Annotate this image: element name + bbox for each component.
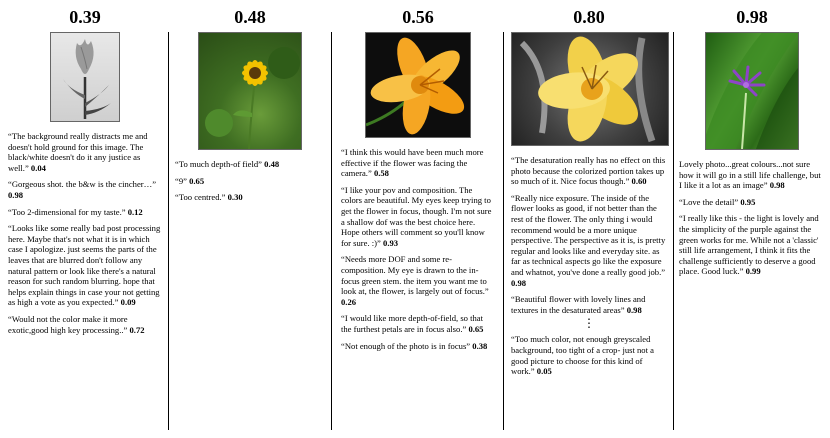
- comments-list: [341, 147, 495, 351]
- comment: “Looks like some really bad post processing here. Maybe that's not what it is in which case I apologize. just seems the parts of the leaves that are blurred don't follow any natural pattern or look like there's a natural reason for such random blurring. hope that helps explain things in case your not getting as high a vote as you expected.” 0.09: [8, 223, 161, 308]
- column-divider: [168, 32, 169, 430]
- aesthetic-score: 0.98: [736, 7, 768, 27]
- comment: “To much depth-of field” 0.48: [175, 159, 280, 169]
- comment: “I like your pov and composition. The colors are beautiful. My eyes keep trying to get the flower in focus, though. I'm not sure a shallow dof was the best choice here. Hope others will comment so you'll know for sure. :)” 0.93: [341, 184, 492, 248]
- example-column-2: [175, 6, 325, 432]
- comment: “Really nice exposure. The inside of the flower looks as good, if not better than the rest of the flower. The only thing i would recommend would be a more unique perspective. The perspective as it is, is pretty regular and looks like and everyday site. as far as technical aspects go like the exposure and whatnot, you've done a really good job.” 0.98: [511, 192, 666, 288]
- aesthetic-score: 0.56: [402, 7, 434, 27]
- comment: “Too 2-dimensional for my taste.” 0.12: [8, 206, 143, 217]
- example-column-4: [511, 6, 667, 432]
- aesthetic-score: 0.48: [234, 7, 266, 27]
- comment: “The desaturation really has no effect on this photo because the colorized portion takes up so much of it. Nice focus though.” 0.60: [511, 155, 666, 187]
- example-column-5: [679, 6, 825, 432]
- comment: “I really like this - the light is lovely and the simplicity of the purple against the green works for me. While not a 'classic' still life arrangement, I think it fits the challenge sufficiently to deserve a good place. Good luck.” 0.99: [679, 213, 819, 277]
- bw-celosia-photo-icon: [50, 32, 120, 122]
- purple-flower-leaves-photo-icon: [705, 32, 799, 150]
- comment: “9” 0.65: [175, 175, 205, 186]
- comments-list: [511, 155, 667, 377]
- comment: “Needs more DOF and some re-composition. My eye is drawn to the in-focus green stem. the item you want me to look at, the flower, is largely out of focus.” 0.26: [341, 254, 489, 307]
- more-comments-ellipsis: ⋮: [583, 316, 595, 331]
- column-divider: [673, 32, 674, 430]
- example-column-3: [341, 6, 495, 432]
- yellow-lily-photo-icon: [365, 32, 471, 138]
- comment: “Gorgeous shot. the b&w is the cincher…” 0.98: [8, 179, 157, 200]
- comment: “I would like more depth-of-field, so that the furthest petals are in focus also.” 0.65: [341, 313, 484, 334]
- comment: “I think this would have been much more effective if the flower was facing the camera.” 0.58: [341, 147, 484, 179]
- aesthetic-score: 0.80: [573, 7, 605, 27]
- comment: “The background really distracts me and doesn't hold ground for this image. The black/white doesn't do it any justice as well.” 0.04: [8, 131, 148, 173]
- comment: “Love the detail” 0.95: [679, 196, 756, 207]
- column-divider: [503, 32, 504, 430]
- yellow-daisy-photo-icon: [198, 32, 302, 150]
- aesthetic-score: 0.39: [69, 7, 101, 27]
- comment: “Too centred.” 0.30: [175, 192, 243, 203]
- example-column-1: [8, 6, 162, 432]
- comments-list: [679, 159, 825, 277]
- comment: “Would not the color make it more exotic,good high key processing..” 0.72: [8, 313, 145, 335]
- desaturated-lily-photo-icon: [511, 32, 669, 146]
- comment: “Not enough of the photo is in focus” 0.38: [341, 340, 488, 351]
- column-divider: [331, 32, 332, 430]
- comment: Lovely photo...great colours...not sure how it will go in a still life challenge, but I like it a lot as an image” 0.98: [679, 159, 821, 191]
- comments-list: [8, 131, 162, 335]
- comments-list: [175, 159, 325, 203]
- comment: “Too much color, not enough greyscaled background, too tight of a crop- just not a good picture to choose for this kind of work.” 0.05: [511, 334, 654, 377]
- comment: “Beautiful flower with lovely lines and textures in the desaturated areas” 0.98: [511, 294, 646, 315]
